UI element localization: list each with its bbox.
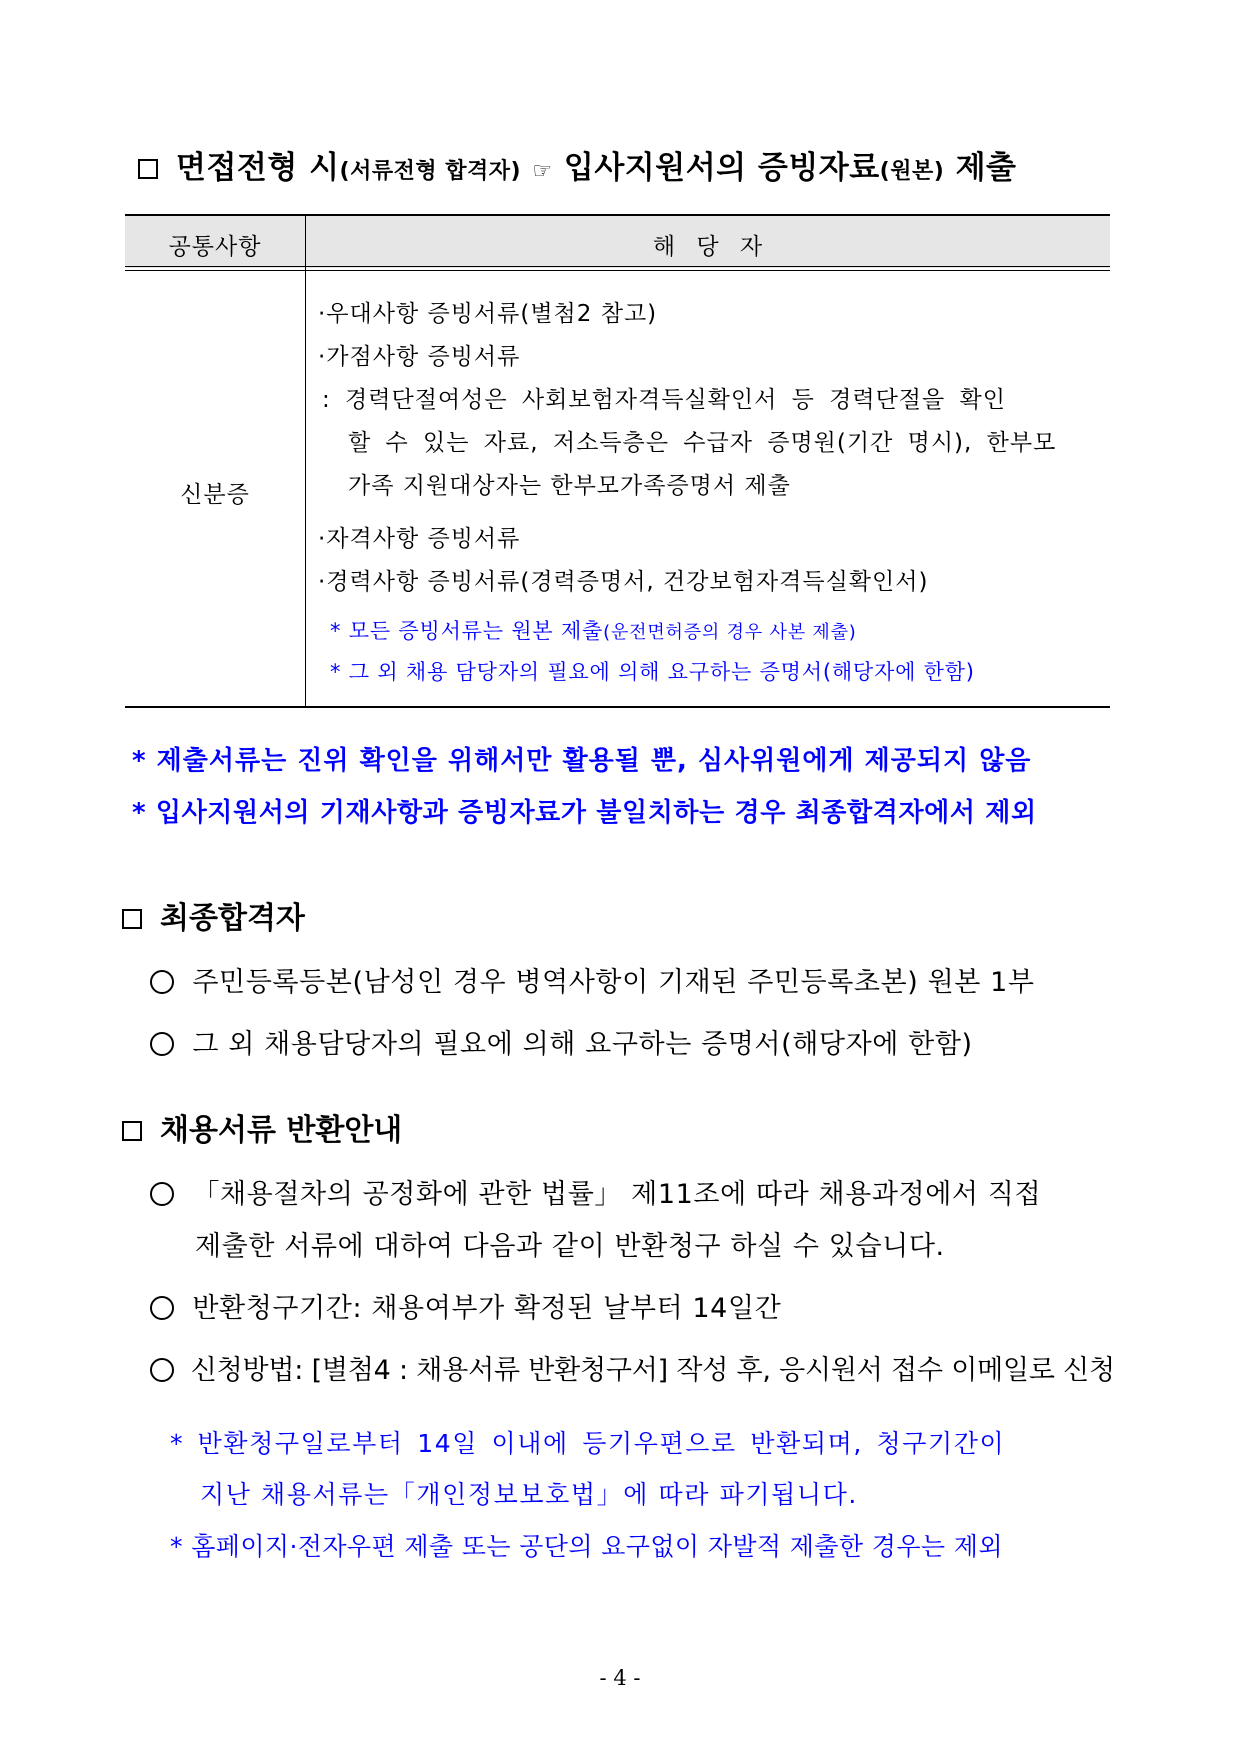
checkbox-square-icon <box>138 159 158 179</box>
circle-bullet-icon <box>150 970 174 994</box>
section3-note-1-continuation: 지난 채용서류는「개인정보보호법」에 따라 파기됩니다. <box>200 1480 858 1509</box>
table-item: ·가점사항 증빙서류 <box>318 344 521 370</box>
table-row-label: 신분증 <box>180 482 250 508</box>
section3-title: 채용서류 반환안내 <box>160 1113 403 1148</box>
table-header-right: 해 당 자 <box>652 234 764 260</box>
table-note-2: * 그 외 채용 담당자의 필요에 의해 요구하는 증명서(해당자에 한함) <box>330 660 975 684</box>
list-item <box>150 1172 1041 1211</box>
list-item-text: 「채용절차의 공정화에 관한 법률」 제11조에 따라 채용과정에서 직접 <box>192 1179 1042 1210</box>
list-item <box>150 1022 973 1061</box>
table-item: : 경력단절여성은 사회보험자격득실확인서 등 경력단절을 확인 <box>322 387 1006 413</box>
list-item-text: 반환청구기간: 채용여부가 확정된 날부터 14일간 <box>192 1293 782 1324</box>
table-item: 할 수 있는 자료, 저소득층은 수급자 증명원(기간 명시), 한부모 <box>348 430 1057 456</box>
table-item: 가족 지원대상자는 한부모가족증명서 제출 <box>348 473 791 499</box>
table-header-rule-2 <box>125 270 1110 271</box>
circle-bullet-icon <box>150 1358 174 1382</box>
section3-note-2: * 홈페이지·전자우편 제출 또는 공단의 요구없이 자발적 제출한 경우는 제외 <box>170 1532 1003 1561</box>
list-item-text: 주민등록등본(남성인 경우 병역사항이 기재된 주민등록초본) 원본 1부 <box>192 967 1035 998</box>
table-header-rule-1 <box>125 266 1110 267</box>
table-item: ·우대사항 증빙서류(별첨2 참고) <box>318 301 658 327</box>
checkbox-square-icon <box>122 1121 142 1141</box>
circle-bullet-icon <box>150 1032 174 1056</box>
table-note-1-small: (운전면허증의 경우 사본 제출) <box>603 622 857 643</box>
table-item: ·자격사항 증빙서류 <box>318 526 521 552</box>
table-item: ·경력사항 증빙서류(경력증명서, 건강보험자격득실확인서) <box>318 569 929 595</box>
list-item-continuation: 제출한 서류에 대하여 다음과 같이 반환청구 하실 수 있습니다. <box>195 1231 945 1262</box>
section1-title-b: 입사지원서의 증빙자료 <box>563 150 880 186</box>
section1-title-a: 면접전형 시 <box>176 150 340 186</box>
section1-title-small2: (원본) <box>879 159 945 184</box>
circle-bullet-icon <box>150 1182 174 1206</box>
section2-title: 최종합격자 <box>160 901 305 936</box>
table-column-divider <box>305 214 306 708</box>
circle-bullet-icon <box>150 1296 174 1320</box>
page-number: - 4 - <box>599 1666 641 1690</box>
table-bottom-rule <box>125 706 1110 708</box>
table-note-1-main: * 모든 증빙서류는 원본 제출 <box>330 619 604 643</box>
section3-heading <box>122 1105 402 1149</box>
pointing-hand-icon: ☞ <box>532 159 553 184</box>
section1-title-c: 제출 <box>955 150 1017 186</box>
section1-heading <box>138 142 1017 187</box>
section3-note-1: * 반환청구일로부터 14일 이내에 등기우편으로 반환되며, 청구기간이 <box>170 1429 1006 1458</box>
warning-line: * 입사지원서의 기재사항과 증빙자료가 불일치하는 경우 최종합격자에서 제외 <box>132 798 1037 828</box>
table-top-rule <box>125 214 1110 216</box>
table-note-1 <box>330 615 857 645</box>
checkbox-square-icon <box>122 909 142 929</box>
list-item <box>150 960 1035 999</box>
table-header-left: 공통사항 <box>168 234 262 260</box>
list-item <box>150 1286 781 1325</box>
list-item-text: 신청방법: [별첨4 : 채용서류 반환청구서] 작성 후, 응시원서 접수 이메일로 신청 <box>190 1355 1115 1386</box>
section2-heading <box>122 893 305 937</box>
warning-line: * 제출서류는 진위 확인을 위해서만 활용될 뿐, 심사위원에게 제공되지 않음 <box>132 746 1032 776</box>
section1-title-small: (서류전형 합격자) <box>339 159 522 184</box>
list-item <box>150 1348 1115 1387</box>
list-item-text: 그 외 채용담당자의 필요에 의해 요구하는 증명서(해당자에 한함) <box>192 1029 973 1060</box>
